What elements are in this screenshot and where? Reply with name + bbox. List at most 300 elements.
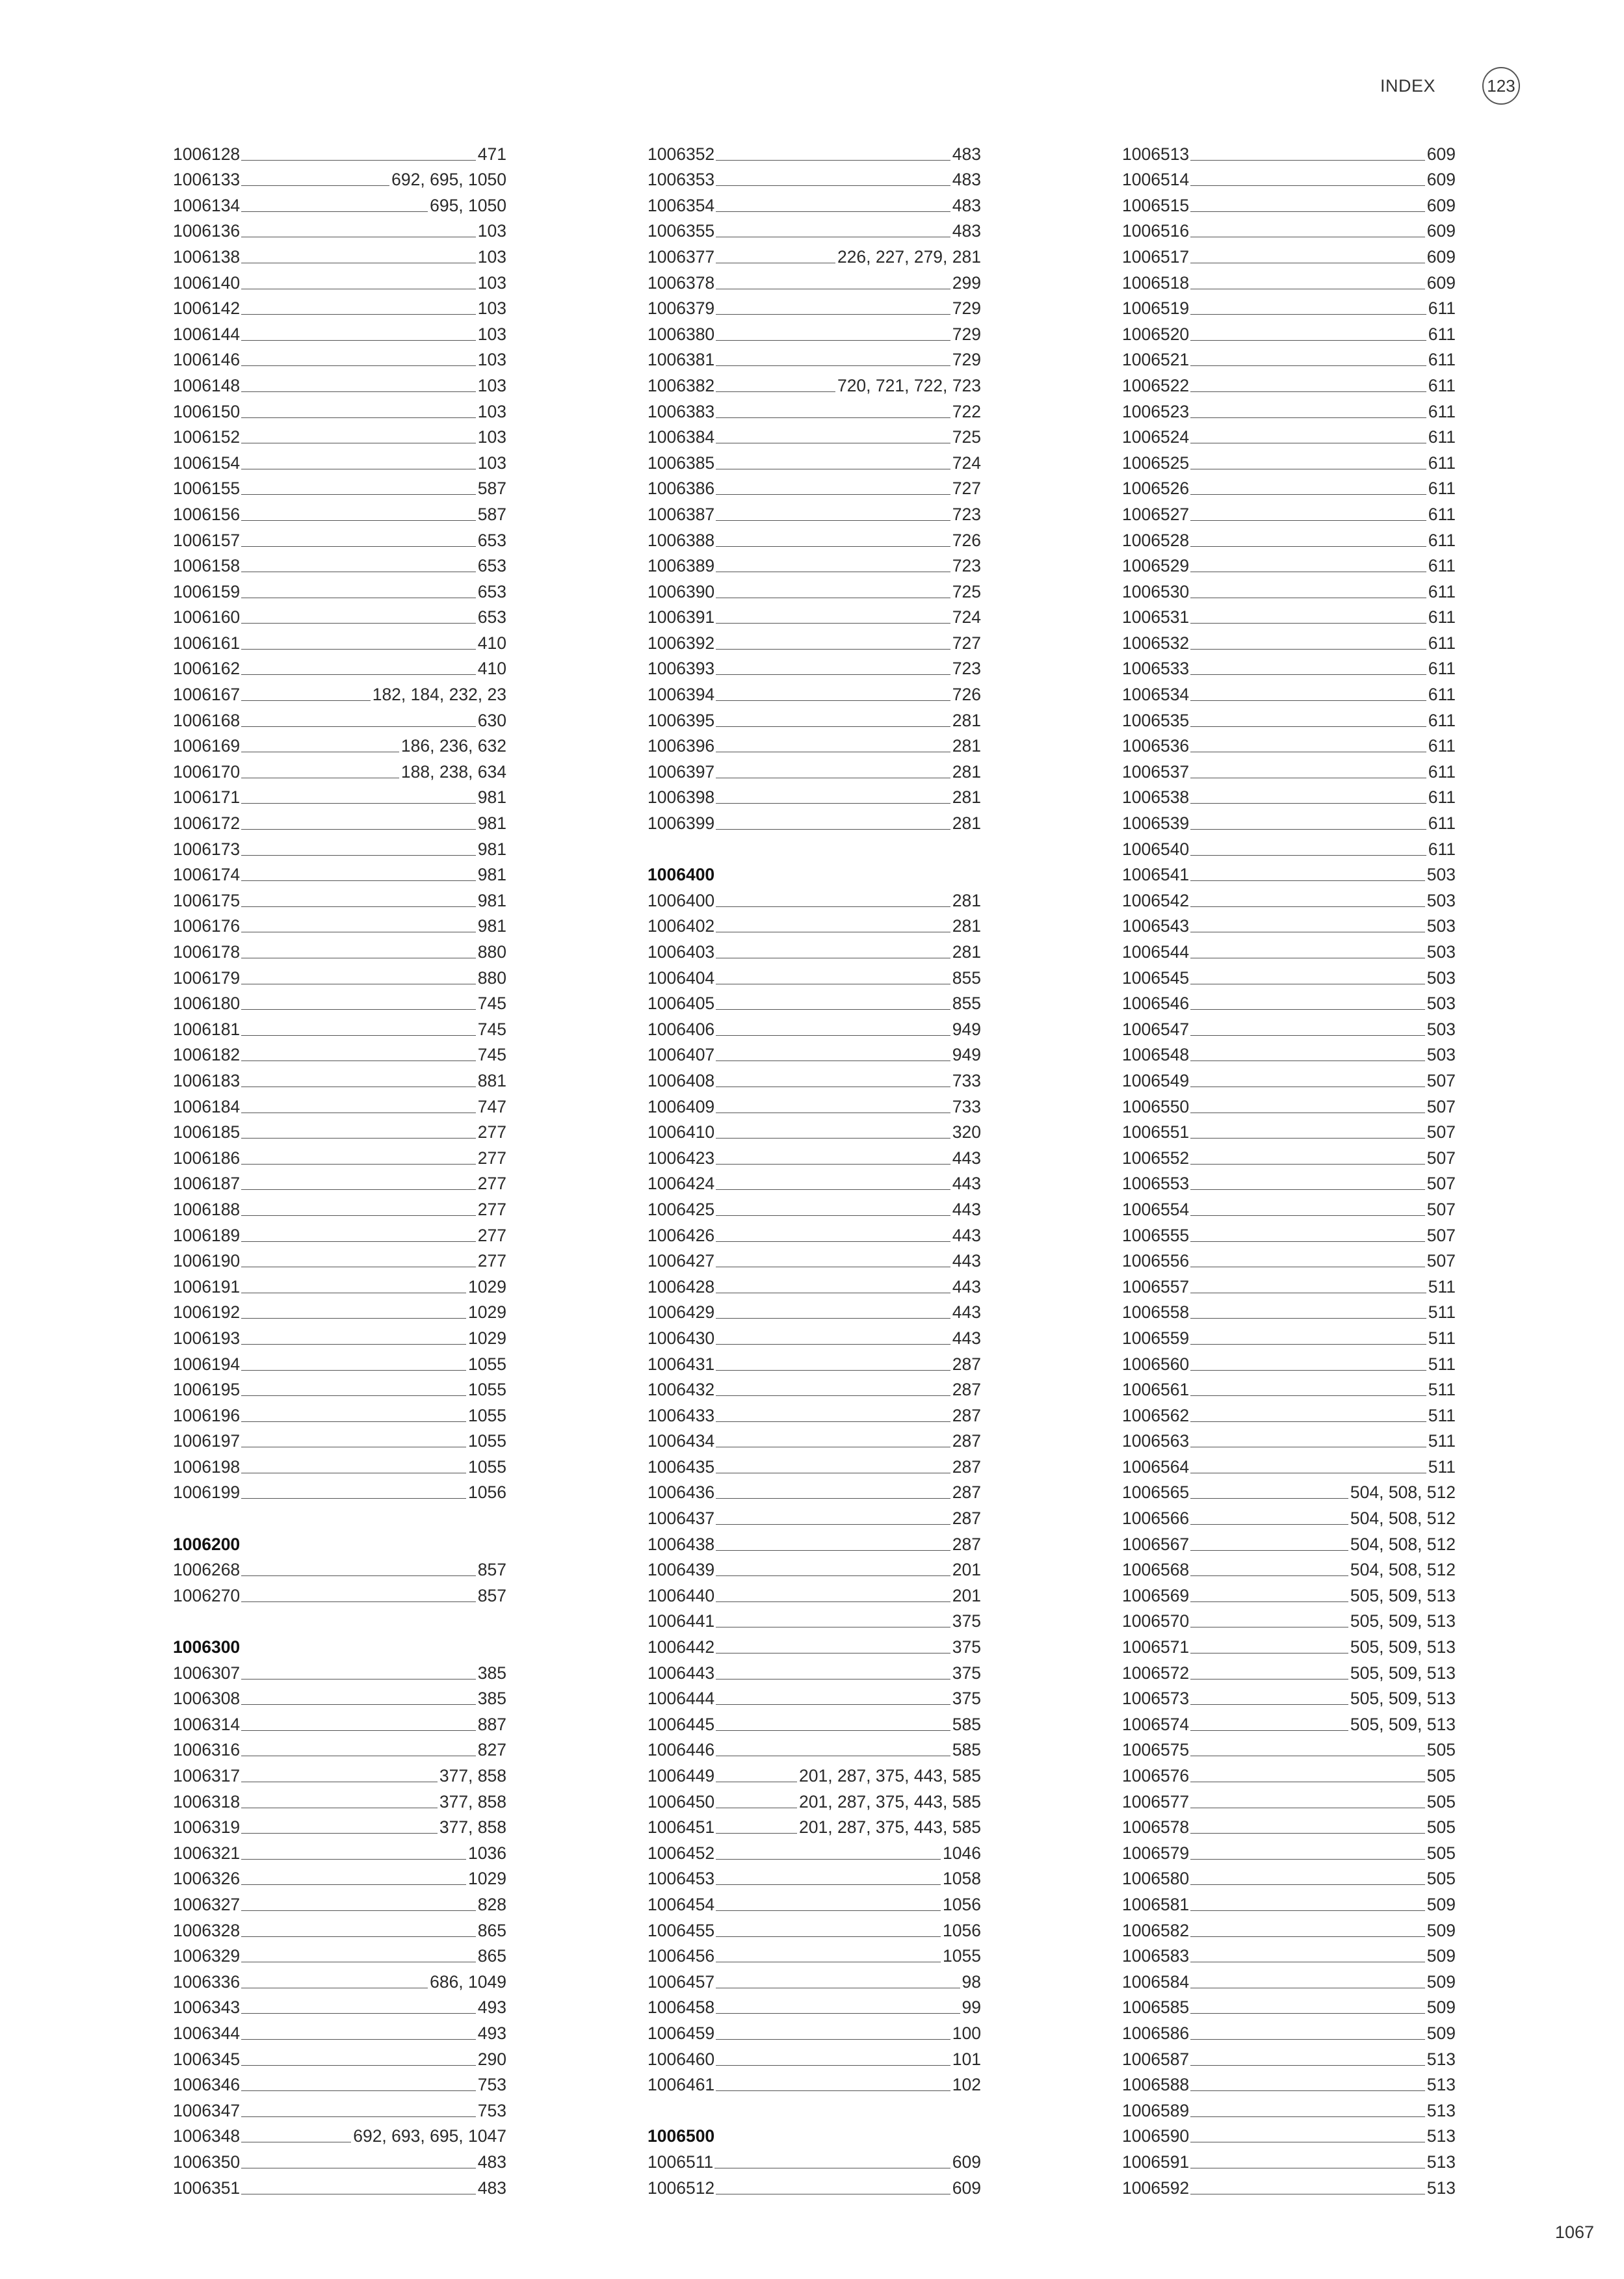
leader-line	[241, 365, 476, 366]
article-code: 1006197	[173, 1431, 241, 1451]
article-code: 1006158	[173, 556, 241, 576]
page-references: 503	[1426, 1045, 1456, 1065]
index-entry	[1122, 2017, 1456, 2043]
article-code: 1006434	[648, 1431, 715, 1451]
leader-line	[1190, 1601, 1348, 1602]
page-references: 981	[477, 787, 506, 808]
leader-line	[241, 906, 476, 907]
article-code: 1006402	[648, 916, 715, 936]
page-references: 503	[1426, 890, 1456, 910]
index-entry	[173, 1811, 506, 1838]
index-entry	[173, 215, 506, 241]
page-references: 299	[952, 272, 981, 293]
article-code: 1006553	[1122, 1174, 1190, 1194]
article-code: 1006189	[173, 1225, 241, 1245]
leader-line	[241, 2013, 476, 2014]
leader-line	[716, 674, 950, 675]
article-code: 1006394	[648, 685, 715, 705]
leader-line	[1190, 1910, 1425, 1911]
leader-line	[1190, 649, 1426, 650]
page-references: 375	[952, 1611, 981, 1631]
index-entry	[173, 2094, 506, 2120]
page-references: 881	[477, 1070, 506, 1090]
article-code: 1006344	[173, 2023, 241, 2043]
page-references: 509	[1426, 1894, 1456, 1914]
article-code: 1006351	[173, 2178, 241, 2198]
index-entry	[1122, 1811, 1456, 1838]
page-references: 513	[1426, 2178, 1456, 2198]
index-entry	[648, 1605, 981, 1631]
index-entry	[648, 1992, 981, 2018]
index-entry	[173, 1657, 506, 1683]
leader-line	[241, 1679, 476, 1680]
article-code: 1006329	[173, 1946, 241, 1966]
page-references: 410	[477, 659, 506, 679]
page-references: 880	[477, 968, 506, 988]
article-code: 1006159	[173, 581, 241, 601]
index-entry	[1122, 2094, 1456, 2120]
page-references: 609	[1426, 170, 1456, 190]
index-entry	[1122, 833, 1456, 859]
page-references: 745	[477, 1045, 506, 1065]
article-code: 1006321	[173, 1843, 241, 1863]
article-code: 1006403	[648, 942, 715, 962]
page-references: 1056	[943, 1920, 981, 1940]
article-code: 1006343	[173, 1997, 241, 2018]
article-code: 1006576	[1122, 1766, 1190, 1785]
article-code: 1006187	[173, 1174, 241, 1194]
leader-line	[241, 1035, 476, 1036]
index-entry	[648, 756, 981, 782]
section-heading-text: 1006400	[648, 865, 715, 885]
page-references: 483	[477, 2152, 506, 2172]
article-code: 1006575	[1122, 1740, 1190, 1760]
page-references: 505	[1426, 1817, 1456, 1838]
article-code: 1006455	[648, 1920, 715, 1940]
page-references: 747	[477, 1096, 506, 1116]
index-entry	[648, 1759, 981, 1785]
page-references: 1029	[468, 1302, 506, 1323]
index-entry	[1122, 601, 1456, 627]
article-code: 1006395	[648, 710, 715, 730]
page-references: 505	[1426, 1766, 1456, 1785]
page-references: 611	[1428, 659, 1456, 679]
page-references: 277	[477, 1122, 506, 1142]
article-code: 1006525	[1122, 453, 1190, 473]
page-references: 887	[477, 1714, 506, 1734]
article-code: 1006588	[1122, 2075, 1190, 2095]
leader-line	[716, 829, 950, 830]
leader-line	[1190, 546, 1426, 547]
index-entry	[173, 1219, 506, 1245]
index-entry	[648, 2069, 981, 2095]
page-references: 727	[952, 479, 981, 499]
index-entry	[1122, 730, 1456, 756]
article-code: 1006192	[173, 1302, 241, 1323]
article-code: 1006384	[648, 427, 715, 447]
index-entry	[1122, 1451, 1456, 1477]
page-header	[1380, 67, 1520, 105]
article-code: 1006557	[1122, 1276, 1190, 1297]
page-references: 504, 508, 512	[1350, 1534, 1456, 1554]
page-references: 587	[477, 479, 506, 499]
index-entry	[648, 1168, 981, 1194]
index-entry	[1122, 1039, 1456, 1065]
page-references: 611	[1428, 350, 1456, 370]
page-references: 103	[477, 324, 506, 344]
index-entry	[173, 1064, 506, 1090]
leader-line	[241, 160, 476, 161]
index-entry	[1122, 1064, 1456, 1090]
leader-line	[1190, 160, 1425, 161]
index-entry	[648, 1837, 981, 1863]
article-code: 1006549	[1122, 1070, 1190, 1090]
index-entry	[648, 395, 981, 421]
article-code: 1006428	[648, 1276, 715, 1297]
page-references: 855	[952, 968, 981, 988]
leader-line	[241, 726, 476, 727]
section-badge: 123	[1482, 67, 1520, 105]
index-entry	[648, 447, 981, 473]
page-references: 611	[1428, 685, 1456, 705]
index-entry	[648, 2146, 981, 2172]
article-code: 1006440	[648, 1585, 715, 1605]
page-references: 733	[952, 1096, 981, 1116]
index-entry	[173, 2069, 506, 2095]
leader-line	[716, 1884, 941, 1885]
article-code: 1006541	[1122, 865, 1190, 885]
article-code: 1006316	[173, 1740, 241, 1760]
article-code: 1006446	[648, 1740, 715, 1760]
page-references: 287	[952, 1405, 981, 1425]
page-references: 753	[477, 2075, 506, 2095]
index-entry	[173, 2043, 506, 2069]
index-entry	[173, 859, 506, 885]
leader-line	[716, 2090, 950, 2091]
index-entry	[648, 215, 981, 241]
index-entry	[648, 318, 981, 344]
index-entry	[1122, 653, 1456, 679]
leader-line	[1190, 1679, 1348, 1680]
page-references: 857	[477, 1585, 506, 1605]
index-entry	[173, 1966, 506, 1992]
leader-line	[241, 494, 476, 495]
index-entry	[173, 807, 506, 833]
index-entry	[648, 1657, 981, 1683]
leader-line	[1190, 1060, 1425, 1061]
page-references: 611	[1428, 607, 1456, 627]
article-code: 1006571	[1122, 1637, 1190, 1657]
article-code: 1006355	[648, 221, 715, 241]
index-entry	[648, 782, 981, 808]
leader-line	[1190, 1318, 1426, 1319]
leader-line	[241, 1060, 476, 1061]
page-references: 611	[1428, 556, 1456, 576]
article-code: 1006190	[173, 1251, 241, 1271]
page-references: 507	[1426, 1096, 1456, 1116]
index-entry	[173, 369, 506, 395]
article-code: 1006381	[648, 350, 715, 370]
article-code: 1006431	[648, 1354, 715, 1374]
index-entry	[1122, 189, 1456, 215]
article-code: 1006140	[173, 272, 241, 293]
article-code: 1006152	[173, 427, 241, 447]
index-entry	[648, 1425, 981, 1451]
article-code: 1006400	[648, 890, 715, 910]
page-references: 320	[952, 1122, 981, 1142]
article-code: 1006396	[648, 736, 715, 756]
leader-line	[716, 160, 950, 161]
article-code: 1006194	[173, 1354, 241, 1374]
leader-line	[1190, 2116, 1425, 2117]
index-entry	[1122, 1142, 1456, 1168]
page-references: 201, 287, 375, 443, 585	[799, 1766, 981, 1785]
page-references: 503	[1426, 942, 1456, 962]
index-entry	[1122, 1683, 1456, 1709]
article-code: 1006172	[173, 813, 241, 834]
leader-line	[716, 1679, 950, 1680]
index-entry	[173, 1039, 506, 1065]
page-references: 507	[1426, 1251, 1456, 1271]
page-references: 100	[952, 2023, 981, 2043]
article-code: 1006346	[173, 2075, 241, 2095]
article-code: 1006521	[1122, 350, 1190, 370]
article-code: 1006572	[1122, 1663, 1190, 1683]
article-code: 1006399	[648, 813, 715, 834]
leader-line	[716, 803, 950, 804]
article-code: 1006451	[648, 1817, 715, 1838]
index-entry	[173, 627, 506, 653]
index-entry	[648, 1064, 981, 1090]
page-references: 505	[1426, 1740, 1456, 1760]
leader-line	[1190, 1138, 1425, 1139]
article-code: 1006354	[648, 195, 715, 215]
index-entry	[1122, 2069, 1456, 2095]
leader-line	[1190, 1421, 1426, 1422]
leader-line	[241, 1370, 466, 1371]
index-entry	[648, 1322, 981, 1348]
page-references: 290	[477, 2049, 506, 2069]
index-entry	[173, 1451, 506, 1477]
index-entry	[173, 1940, 506, 1966]
index-entry	[1122, 138, 1456, 164]
page-references: 101	[952, 2049, 981, 2069]
index-entry	[1122, 1992, 1456, 2018]
index-entry	[173, 653, 506, 679]
leader-line	[716, 623, 950, 624]
index-entry	[1122, 421, 1456, 447]
index-entry	[1122, 1245, 1456, 1271]
leader-line	[1190, 700, 1426, 701]
index-entry	[1122, 1940, 1456, 1966]
index-entry	[1122, 1425, 1456, 1451]
article-code: 1006577	[1122, 1791, 1190, 1811]
page-references: 981	[477, 916, 506, 936]
page-references: 443	[952, 1276, 981, 1297]
index-entry	[173, 293, 506, 319]
index-entry	[173, 421, 506, 447]
index-entry	[648, 1348, 981, 1374]
leader-line	[716, 546, 950, 547]
page-references: 277	[477, 1174, 506, 1194]
article-code: 1006566	[1122, 1508, 1190, 1529]
index-entry	[648, 910, 981, 936]
leader-line	[1190, 1498, 1348, 1499]
page-references: 503	[1426, 865, 1456, 885]
page-references: 505, 509, 513	[1350, 1611, 1456, 1631]
leader-line	[241, 546, 476, 547]
leader-line	[1190, 1189, 1425, 1190]
leader-line	[241, 391, 476, 392]
page-references: 1029	[468, 1869, 506, 1889]
leader-line	[716, 494, 950, 495]
page-references: 385	[477, 1689, 506, 1709]
page-references: 377, 858	[439, 1817, 506, 1838]
article-code: 1006536	[1122, 736, 1190, 756]
leader-line	[1190, 1241, 1425, 1242]
page-references: 949	[952, 1019, 981, 1039]
page-references: 483	[952, 195, 981, 215]
article-code: 1006542	[1122, 890, 1190, 910]
page-references: 609	[1426, 221, 1456, 241]
article-code: 1006326	[173, 1869, 241, 1889]
article-code: 1006175	[173, 890, 241, 910]
leader-line	[716, 1575, 950, 1576]
article-code: 1006512	[648, 2178, 715, 2198]
page-references: 377, 858	[439, 1791, 506, 1811]
page-references: 753	[477, 2100, 506, 2120]
leader-line	[716, 1833, 797, 1834]
index-entry	[173, 473, 506, 499]
article-code: 1006319	[173, 1817, 241, 1838]
article-code: 1006128	[173, 144, 241, 164]
leader-line	[241, 1164, 476, 1165]
leader-line	[241, 1910, 476, 1911]
article-code: 1006397	[648, 761, 715, 782]
leader-line	[716, 1910, 941, 1911]
article-code: 1006425	[648, 1199, 715, 1219]
leader-line	[716, 1859, 941, 1860]
leader-line	[241, 855, 476, 856]
article-code: 1006410	[648, 1122, 715, 1142]
leader-line	[1190, 1550, 1348, 1551]
page-references: 1029	[468, 1276, 506, 1297]
index-entry	[648, 1579, 981, 1605]
article-code: 1006195	[173, 1380, 241, 1400]
article-code: 1006517	[1122, 246, 1190, 267]
index-entry	[648, 1271, 981, 1297]
page-references: 865	[477, 1920, 506, 1940]
index-entry	[173, 575, 506, 601]
index-entry	[173, 678, 506, 704]
page-references: 611	[1428, 375, 1456, 395]
section-spacer	[173, 1502, 506, 1528]
page-references: 611	[1428, 761, 1456, 782]
page-references: 609	[1426, 144, 1456, 164]
article-code: 1006556	[1122, 1251, 1190, 1271]
page-references: 723	[952, 659, 981, 679]
article-code: 1006191	[173, 1276, 241, 1297]
page-references: 729	[952, 350, 981, 370]
index-entry	[173, 1579, 506, 1605]
index-entry	[1122, 1631, 1456, 1657]
index-entry	[648, 1374, 981, 1400]
index-entry	[1122, 344, 1456, 370]
page-references: 507	[1426, 1225, 1456, 1245]
article-code: 1006584	[1122, 1971, 1190, 1992]
leader-line	[1190, 1215, 1425, 1216]
index-entry	[1122, 627, 1456, 653]
leader-line	[241, 2039, 476, 2040]
index-entry	[1122, 962, 1456, 988]
article-code: 1006385	[648, 453, 715, 473]
page-references: 277	[477, 1148, 506, 1168]
page-references: 1055	[943, 1946, 981, 1966]
index-entry	[173, 1425, 506, 1451]
section-heading	[173, 1631, 506, 1657]
page-references: 949	[952, 1045, 981, 1065]
page-references: 611	[1428, 581, 1456, 601]
page-references: 981	[477, 890, 506, 910]
index-entry	[648, 421, 981, 447]
article-code: 1006154	[173, 453, 241, 473]
index-entry	[173, 2120, 506, 2146]
index-entry	[1122, 575, 1456, 601]
leader-line	[1190, 211, 1425, 212]
page-references: 725	[952, 427, 981, 447]
leader-line	[1190, 674, 1426, 675]
index-entry	[1122, 1605, 1456, 1631]
article-code: 1006555	[1122, 1225, 1190, 1245]
page-references: 724	[952, 607, 981, 627]
leader-line	[1190, 417, 1426, 418]
page-references: 609	[1426, 195, 1456, 215]
page-references: 443	[952, 1174, 981, 1194]
leader-line	[1190, 2039, 1425, 2040]
leader-line	[241, 2090, 476, 2091]
page-references: 745	[477, 1019, 506, 1039]
page-references: 287	[952, 1534, 981, 1554]
page-references: 504, 508, 512	[1350, 1508, 1456, 1529]
index-entry	[173, 1297, 506, 1323]
index-entry	[1122, 1322, 1456, 1348]
page-references: 410	[477, 633, 506, 653]
page-references: 857	[477, 1560, 506, 1580]
article-code: 1006377	[648, 246, 715, 267]
article-code: 1006564	[1122, 1456, 1190, 1477]
index-entry	[1122, 1348, 1456, 1374]
index-entry	[1122, 936, 1456, 962]
leader-line	[241, 340, 476, 341]
article-code: 1006388	[648, 530, 715, 550]
leader-line	[241, 880, 476, 881]
article-code: 1006146	[173, 350, 241, 370]
page-references: 585	[952, 1740, 981, 1760]
index-entry	[173, 1734, 506, 1760]
index-entry	[173, 782, 506, 808]
index-entry	[1122, 988, 1456, 1014]
page-references: 725	[952, 581, 981, 601]
leader-line	[1190, 340, 1426, 341]
index-entry	[173, 498, 506, 524]
index-entry	[1122, 524, 1456, 550]
index-entry	[648, 884, 981, 910]
article-code: 1006450	[648, 1791, 715, 1811]
page-references: 443	[952, 1251, 981, 1271]
page-references: 609	[952, 2178, 981, 2198]
leader-line	[716, 1215, 950, 1216]
index-entry	[173, 1348, 506, 1374]
